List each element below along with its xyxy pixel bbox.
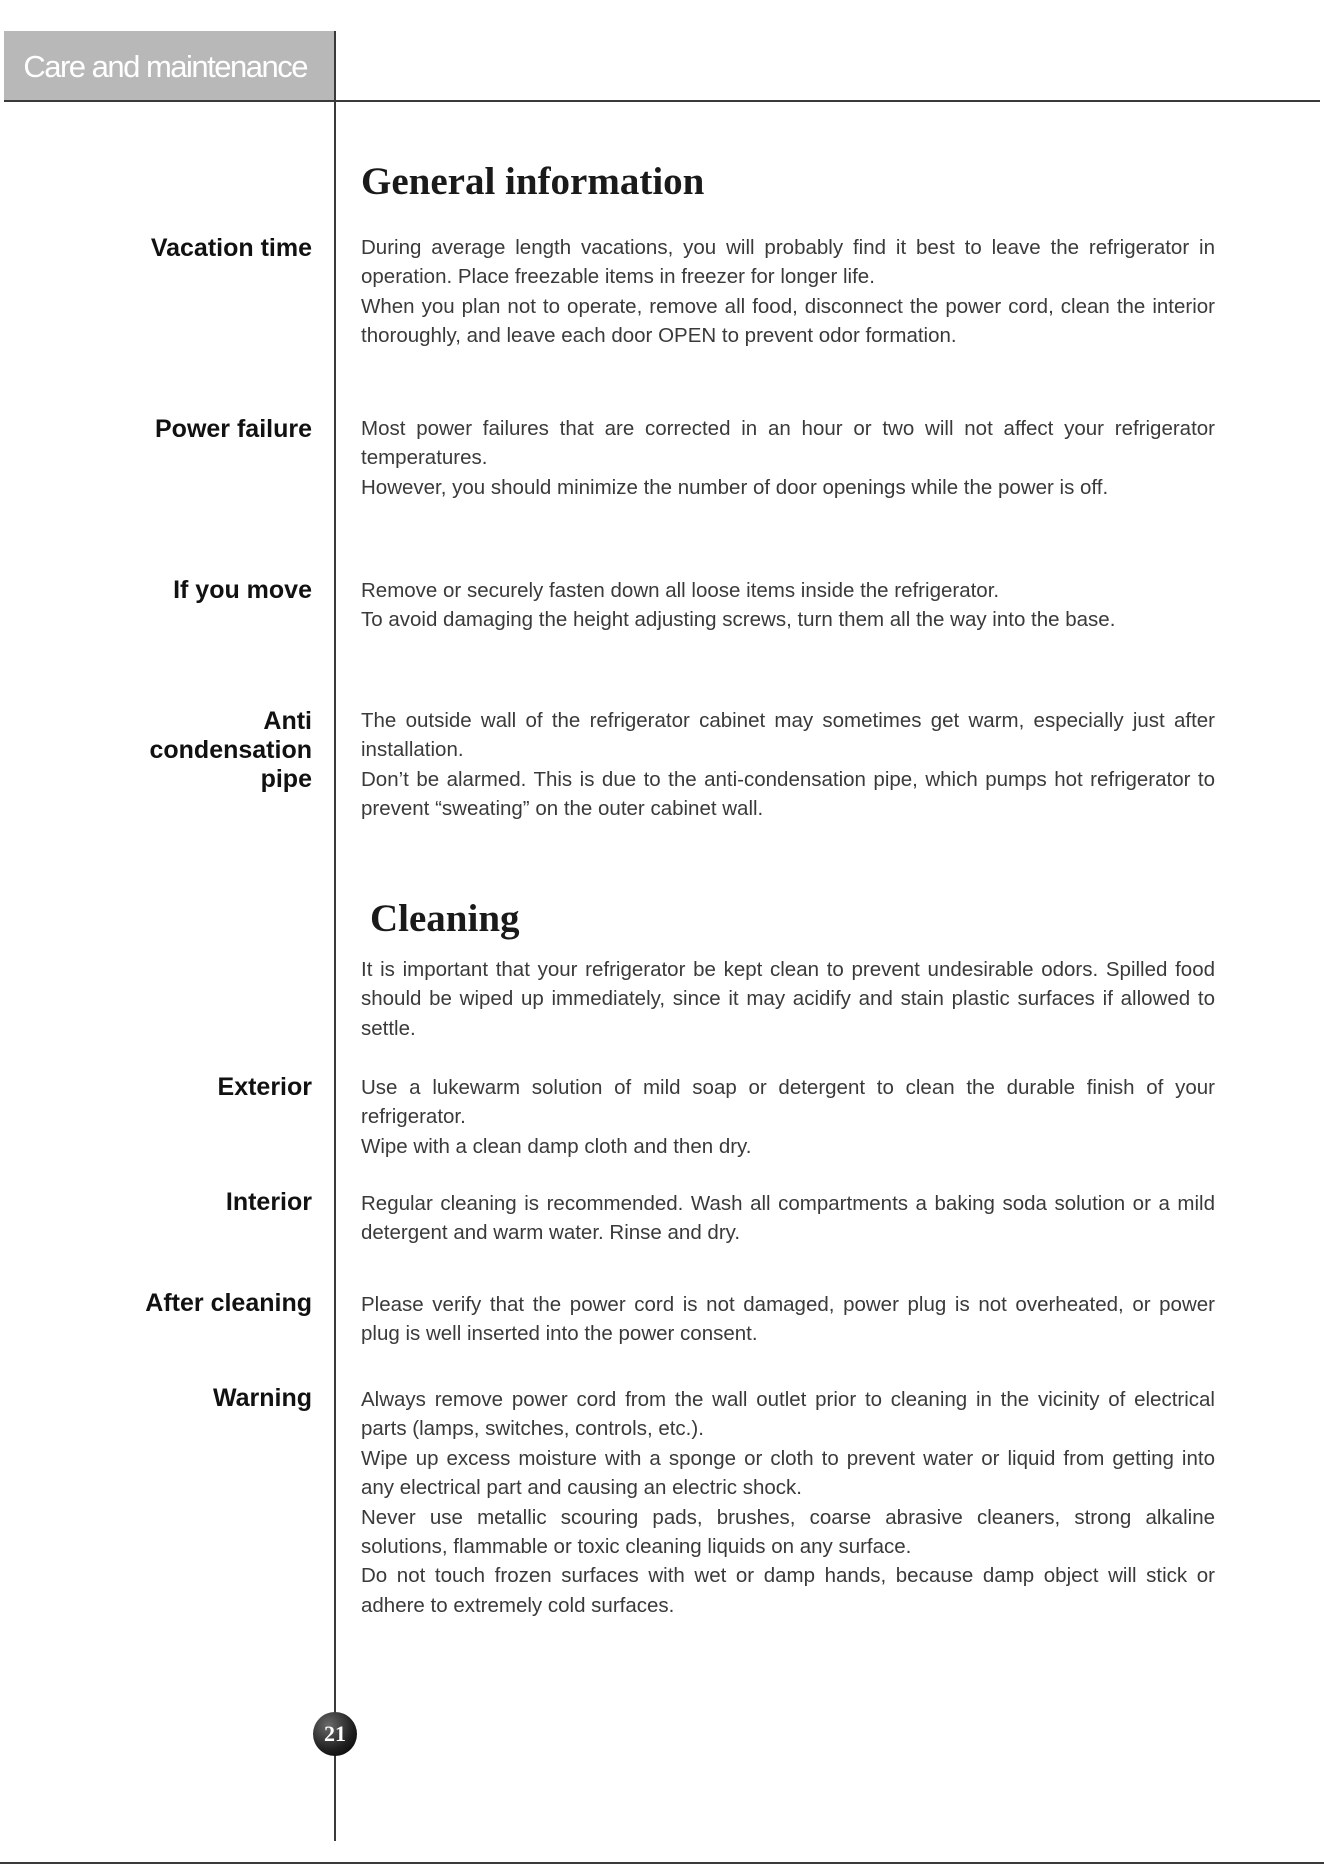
cleaning-intro: [361, 955, 1215, 1043]
section-tab: [4, 31, 335, 101]
text-power-failure: [361, 414, 1215, 502]
label-exterior: Exterior: [217, 1073, 312, 1101]
paragraph: Most power failures that are corrected in an hour or two will not affect your refrigerator temperatures.: [361, 417, 1215, 470]
paragraph: Use a lukewarm solution of mild soap or detergent to clean the durable finish of your refrigerator.: [361, 1076, 1215, 1129]
paragraph: Wipe up excess moisture with a sponge or cloth to prevent water or liquid from getting into any electrical part and causing an electric shock.: [361, 1446, 1215, 1500]
label-anti-condensation-pipe: [149, 707, 312, 794]
text-exterior: [361, 1073, 1215, 1161]
text-vacation-time: [361, 233, 1215, 351]
label-interior: Interior: [225, 1188, 312, 1216]
paragraph: Always remove power cord from the wall outlet prior to cleaning in the vicinity of electrical parts (lamps, switches, controls, etc.).: [361, 1388, 1215, 1441]
label-line: condensation: [149, 736, 312, 764]
paragraph: It is important that your refrigerator be kept clean to prevent undesirable odors. Spilled food should be wiped up immediately, since it may acidify and stain plastic surfaces if allowed to settle.: [361, 958, 1215, 1040]
paragraph: To avoid damaging the height adjusting screws, turn them all the way into the base.: [361, 608, 1116, 632]
text-interior: [361, 1189, 1215, 1248]
section-tab-label: Care and maintenance: [23, 49, 307, 84]
label-line: Anti: [263, 707, 312, 735]
label-if-you-move: If you move: [173, 576, 312, 604]
paragraph: Do not touch frozen surfaces with wet or damp hands, because damp object will stick or adhere to extremely cold surfaces.: [361, 1564, 1215, 1617]
paragraph: Remove or securely fasten down all loose items inside the refrigerator.: [361, 579, 1000, 602]
text-warning: [361, 1385, 1215, 1620]
paragraph: Please verify that the power cord is not damaged, power plug is not overheated, or power plug is well inserted into the power consent.: [361, 1293, 1215, 1346]
label-vacation-time: Vacation time: [150, 234, 312, 262]
text-after-cleaning: [361, 1290, 1215, 1349]
paragraph: Regular cleaning is recommended. Wash all compartments a baking soda solution or a mild detergent and warm water. Rinse and dry.: [361, 1192, 1215, 1245]
paragraph: The outside wall of the refrigerator cabinet may sometimes get warm, especially just after installation.: [361, 709, 1215, 762]
text-anti-condensation-pipe: [361, 706, 1215, 824]
label-warning: Warning: [212, 1384, 312, 1412]
label-after-cleaning: After cleaning: [145, 1289, 312, 1317]
paragraph: Don’t be alarmed. This is due to the anti-condensation pipe, which pumps hot refrigerator to prevent “sweating” on the outer cabinet wall.: [361, 767, 1215, 821]
text-if-you-move: [361, 576, 1215, 635]
cleaning-title: Cleaning: [370, 897, 520, 940]
label-power-failure: Power failure: [155, 415, 312, 443]
paragraph: Wipe with a clean damp cloth and then dry.: [361, 1134, 752, 1158]
header-divider: [4, 100, 1320, 102]
page-number: 21: [324, 1721, 346, 1746]
paragraph: When you plan not to operate, remove all food, disconnect the power cord, clean the interior thoroughly, and leave each door OPEN to prevent odor formation.: [361, 294, 1215, 348]
page-number-badge: [313, 1712, 357, 1756]
margin-rule: [334, 31, 336, 1841]
footer-divider: [0, 1862, 1324, 1864]
paragraph: However, you should minimize the number of door openings while the power is off.: [361, 475, 1109, 499]
general-information-title: General information: [361, 160, 705, 203]
paragraph: Never use metallic scouring pads, brushes, coarse abrasive cleaners, strong alkaline solutions, flammable or toxic cleaning liquids on any surface.: [361, 1505, 1215, 1559]
label-line: pipe: [260, 765, 312, 793]
paragraph: During average length vacations, you will probably find it best to leave the refrigerator in operation. Place freezable items in freezer for longer life.: [361, 236, 1215, 289]
